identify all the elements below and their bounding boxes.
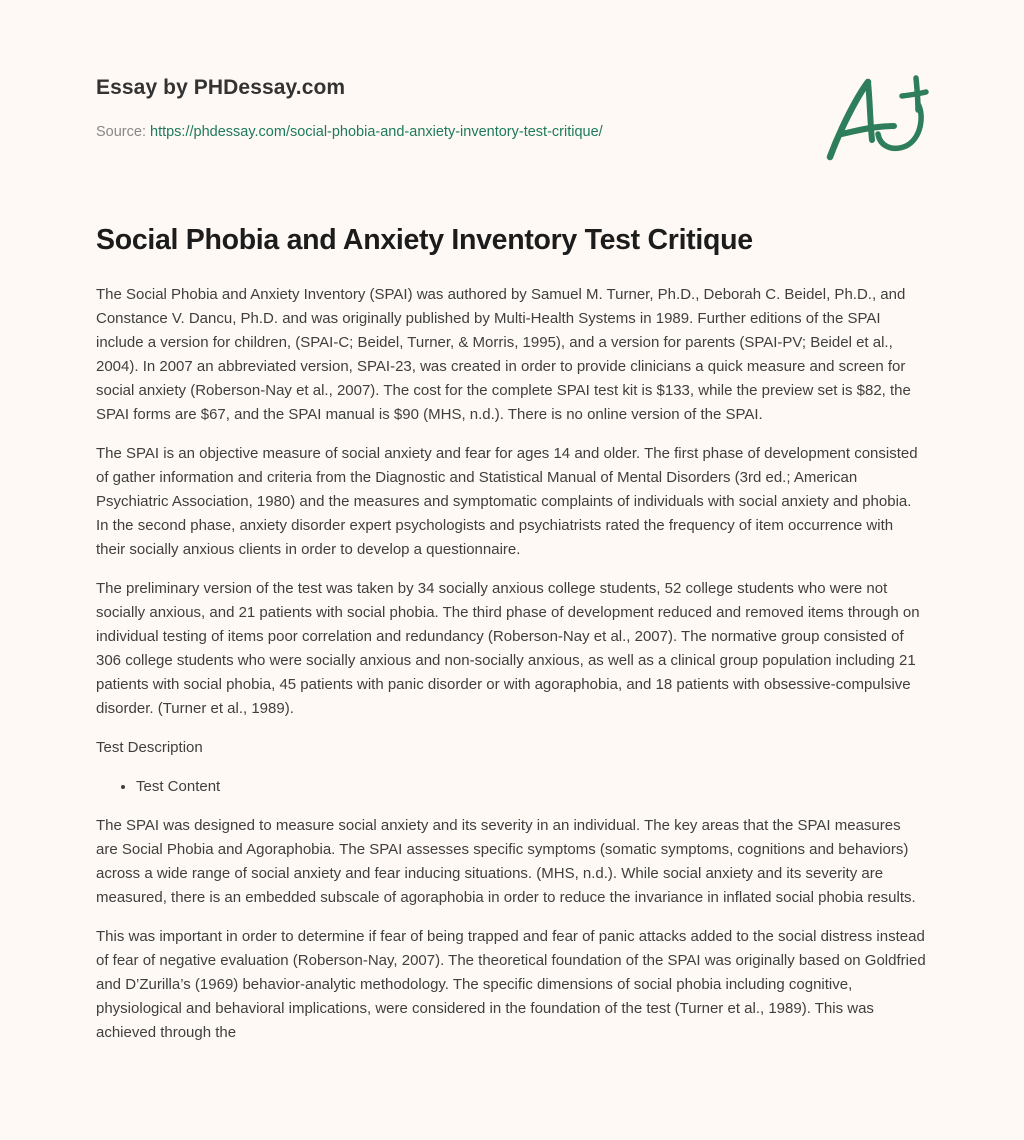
page-header (96, 76, 796, 140)
paragraph: The Social Phobia and Anxiety Inventory (SPAI) was authored by Samuel M. Turner, Ph.D., Deborah C. Beidel, Ph.D., and Constance V. Dancu, Ph.D. and was originally published by Multi-Health Systems in 1989. Further editions of the SPAI include a version for children, (SPAI-C; Beidel, Turner, & Morris, 1995), and a version for parents (SPAI-PV; Beidel et al., 2004). In 2007 an abbreviated version, SPAI-23, was created in order to provide clinicians a quick measure and screen for social anxiety (Roberson-Nay et al., 2007). The cost for the complete SPAI test kit is $133, while the preview set is $82, the SPAI forms are $67, and the SPAI manual is $90 (MHS, n.d.). There is no online version of the SPAI. (96, 286, 911, 423)
a-plus-grade-icon (818, 68, 930, 164)
paragraph: The preliminary version of the test was taken by 34 socially anxious college students, 52 college students who were not socially anxious, and 21 patients with social phobia. The third phase of development reduced and removed items through on individual testing of items poor correlation and redundancy (Roberson-Nay et al., 2007). The normative group consisted of 306 college students who were socially anxious and non-socially anxious, as well as a clinical group population including 21 patients with social phobia, 45 patients with panic disorder or with agoraphobia, and 18 patients with obsessive-compulsive disorder. (Turner et al., 1989). (96, 580, 920, 717)
paragraph: The SPAI was designed to measure social anxiety and its severity in an individual. The key areas that the SPAI measures are Social Phobia and Agoraphobia. The SPAI assesses specific symptoms (somatic symptoms, cognitions and behaviors) across a wide range of social anxiety and fear inducing situations. (MHS, n.d.). While social anxiety and its severity are measured, there is an embedded subscale of agoraphobia in order to reduce the invariance in inflated social phobia results. (96, 817, 916, 906)
paragraph: This was important in order to determine if fear of being trapped and fear of panic attacks added to the social distress instead of fear of negative evaluation (Roberson-Nay, 2007). The theoretical foundation of the SPAI was originally based on Goldfried and D’Zurilla’s (1969) behavior-analytic methodology. The specific dimensions of social phobia including cognitive, physiological and behavioral implications, were considered in the foundation of the test (Turner et al., 1989). This was achieved through the (96, 928, 926, 1041)
section-heading: Test Description (96, 739, 203, 756)
source-line (96, 124, 796, 140)
source-link[interactable]: https://phdessay.com/social-phobia-and-anxiety-inventory-test-critique/ (150, 124, 603, 140)
list-item: • Test Content (136, 775, 926, 799)
site-brand: Essay by PHDessay.com (96, 76, 346, 99)
bullet-list (96, 775, 926, 799)
article-title: Social Phobia and Anxiety Inventory Test Critique (96, 224, 753, 256)
paragraph: The SPAI is an objective measure of social anxiety and fear for ages 14 and older. The first phase of development consisted of gather information and criteria from the Diagnostic and Statistical Manual of Mental Disorders (3rd ed.; American Psychiatric Association, 1980) and the measures and symptomatic complaints of individuals with social anxiety and phobia. In the second phase, anxiety disorder expert psychologists and psychiatrists rated the frequency of item occurrence with their socially anxious clients in order to develop a questionnaire. (96, 445, 918, 558)
source-label: Source: (96, 124, 150, 140)
article-body (96, 283, 926, 1060)
